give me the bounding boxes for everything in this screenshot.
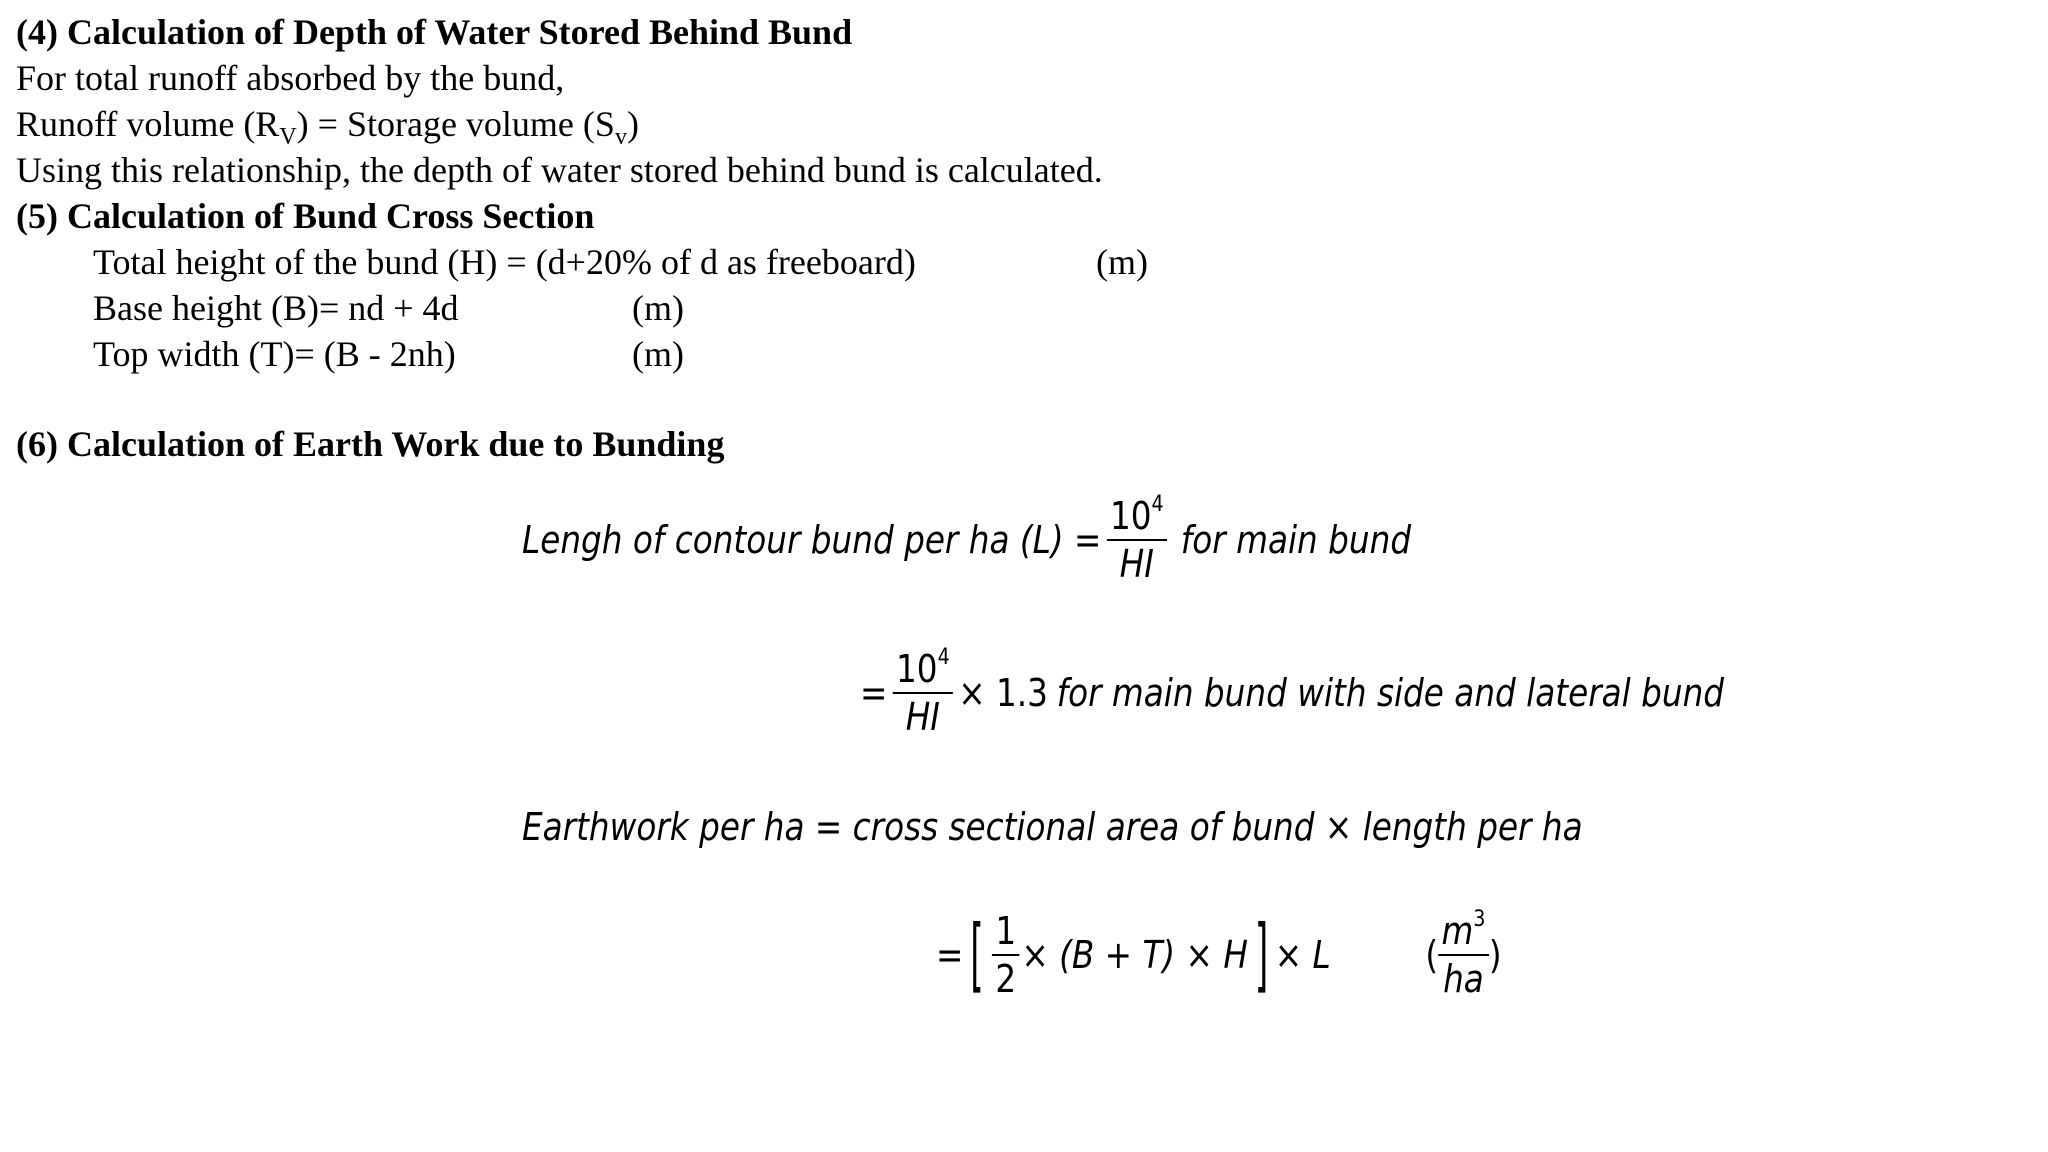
formula2-num-exponent: 4 xyxy=(937,645,950,670)
formula2-equals: = xyxy=(860,671,888,715)
section4-heading: (4) Calculation of Depth of Water Stored Behind Bund xyxy=(16,12,853,52)
formula4-half-denominator: 2 xyxy=(995,957,1017,1001)
bund-base-height-unit: (m) xyxy=(632,288,684,328)
subscript-v-lower: v xyxy=(614,124,627,150)
bund-base-height: Base height (B)= nd + 4d xyxy=(93,288,459,328)
bund-total-height: Total height of the bund (H) = (d+20% of d as freeboard) xyxy=(93,242,916,282)
section4-line1: For total runoff absorbed by the bund, xyxy=(16,58,565,98)
formula4-unit-close: ) xyxy=(1488,933,1502,977)
formula1-fraction xyxy=(1107,492,1168,586)
left-bracket: [ xyxy=(970,908,984,1001)
storage-volume-text: ) = Storage volume (S xyxy=(296,104,615,144)
formula-contour-length xyxy=(522,492,1412,586)
section4-line3: Using this relationship, the depth of water stored behind bund is calculated. xyxy=(16,150,1103,190)
formula-contour-length-lateral xyxy=(860,645,1725,739)
formula2-multiplier: × 1.3 xyxy=(958,671,1048,715)
formula1-rhs: for main bund xyxy=(1180,518,1412,562)
formula1-denominator: HI xyxy=(1119,542,1154,586)
section6-heading: (6) Calculation of Earth Work due to Bunding xyxy=(16,424,725,464)
formula3-text: Earthwork per ha = cross sectional area of bund × length per ha xyxy=(522,805,1583,849)
section4-line2 xyxy=(16,102,639,150)
formula2-rhs: for main bund with side and lateral bund xyxy=(1056,671,1725,715)
formula-earthwork-definition xyxy=(522,805,1583,849)
runoff-volume-text: Runoff volume (R xyxy=(16,104,280,144)
formula2-numerator xyxy=(893,645,954,692)
formula4-unit-ha: ha xyxy=(1443,957,1484,1001)
formula4-inner: × (B + T) × H xyxy=(1021,933,1248,977)
formula-earthwork-calculation xyxy=(936,907,1502,1001)
formula4-equals: = xyxy=(936,933,964,977)
formula4-unit-open: ( xyxy=(1425,933,1439,977)
formula4-outer: × L xyxy=(1274,933,1331,977)
bund-top-width: Top width (T)= (B - 2nh) xyxy=(93,334,456,374)
formula2-denominator: HI xyxy=(905,695,940,739)
formula4-unit-numerator xyxy=(1438,907,1489,954)
subscript-v-upper: V xyxy=(279,124,297,150)
formula2-fraction xyxy=(893,645,954,739)
formula4-unit-m: m xyxy=(1441,909,1474,953)
right-bracket: ] xyxy=(1254,908,1269,1001)
formula4-unit-fraction xyxy=(1438,907,1489,1001)
closing-paren: ) xyxy=(626,104,639,144)
bund-top-width-unit: (m) xyxy=(632,334,684,374)
formula2-num-base: 10 xyxy=(895,647,938,691)
formula1-numerator xyxy=(1107,492,1168,539)
formula4-unit-exponent: 3 xyxy=(1473,907,1486,932)
formula1-num-exponent: 4 xyxy=(1151,492,1164,517)
formula1-num-base: 10 xyxy=(1109,494,1152,538)
section5-heading: (5) Calculation of Bund Cross Section xyxy=(16,196,595,236)
formula4-half-fraction xyxy=(992,910,1020,1000)
formula4-half-numerator: 1 xyxy=(995,909,1017,953)
formula1-lhs: Lengh of contour bund per ha (L) = xyxy=(522,518,1102,562)
bund-total-height-unit: (m) xyxy=(1096,242,1148,282)
